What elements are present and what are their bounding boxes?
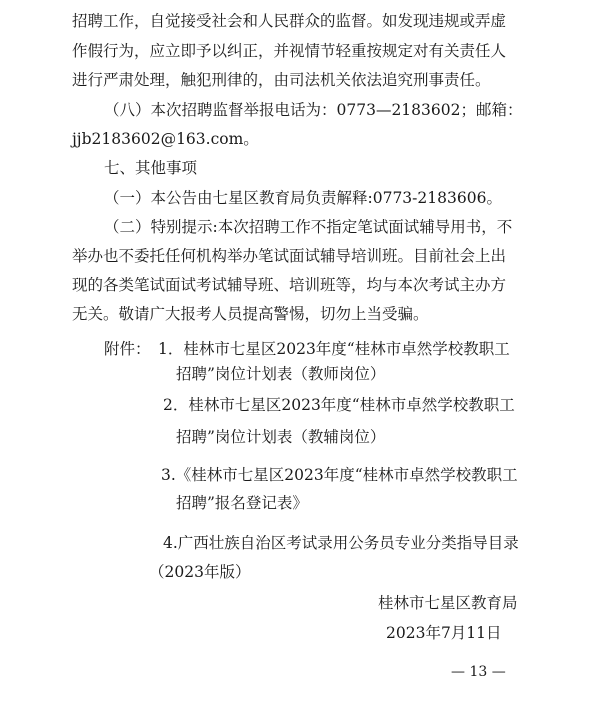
report-hotline-text: （八）本次招聘监督举报电话为：0773—2183602；邮箱： <box>104 101 523 119</box>
page-number: — 13 — <box>451 664 506 680</box>
attachment-item: 招聘”岗位计划表（教辅岗位） <box>176 428 386 446</box>
body-text-line: 无关。敬请广大报考人员提高警惕，切勿上当受骗。 <box>72 305 429 323</box>
body-text-line: 进行严肃处理，触犯刑律的，由司法机关依法追究刑事责任。 <box>72 71 491 89</box>
attachment-item: 1．桂林市七星区2023年度“桂林市卓然学校教职工 <box>158 340 510 358</box>
body-text-line: 招聘工作，自觉接受社会和人民群众的监督。如发现违规或弄虚 <box>72 12 507 30</box>
report-email-text: jjb2183602@163.com。 <box>72 130 259 148</box>
attachment-item: 招聘”报名登记表》 <box>176 494 308 512</box>
attachment-item: （2023年版） <box>149 563 251 581</box>
body-text-line: 作假行为，应立即予以纠正，并视情节轻重按规定对有关责任人 <box>72 42 507 60</box>
body-text-line: （二）特别提示:本次招聘工作不指定笔试面试辅导用书，不 <box>104 218 513 236</box>
signature-org: 桂林市七星区教育局 <box>378 594 518 612</box>
attachment-item: 3.《桂林市七星区2023年度“桂林市卓然学校教职工 <box>161 466 518 484</box>
body-text-line: 现的各类笔试面试考试辅导班、培训班等，均与本次考试主办方 <box>72 276 507 294</box>
signature-date: 2023年7月11日 <box>386 624 502 642</box>
attachment-item: 招聘”岗位计划表（教师岗位） <box>176 365 386 383</box>
attachments-label: 附件： <box>104 340 151 358</box>
attachment-item: 4.广西壮族自治区考试录用公务员专业分类指导目录 <box>163 534 519 552</box>
section-heading: 七、其他事项 <box>104 159 198 177</box>
attachment-item: 2．桂林市七星区2023年度“桂林市卓然学校教职工 <box>163 396 515 414</box>
body-text-line: 举办也不委托任何机构举办笔试面试辅导培训班。目前社会上出 <box>72 247 507 265</box>
body-text-line: （一）本公告由七星区教育局负责解释:0773-2183606。 <box>104 189 502 207</box>
